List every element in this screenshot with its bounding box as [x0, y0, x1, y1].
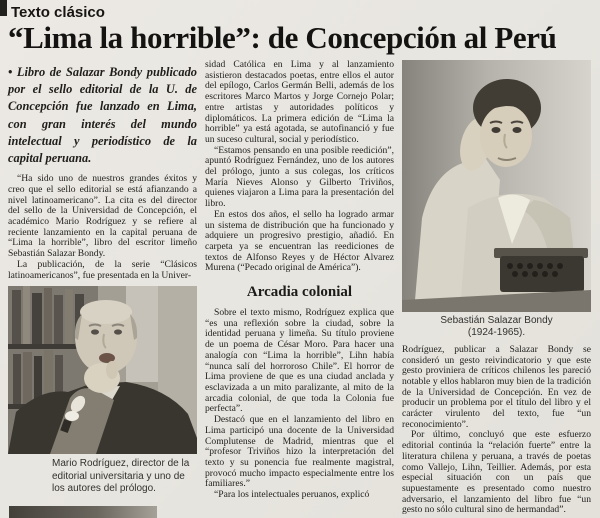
photo-caption-line: Sebastián Salazar Bondy — [440, 315, 553, 326]
body-paragraph: Sobre el texto mismo, Rodríguez explica que “es una reflexión sobre la ciudad, sobre la identidad peruana y limeña. Su título proviene de un poema de César Moro. Para hacer una analogía con “Lima la horrible”, Lihn había “nunca salí del horroroso Chile”. El horror de Lima proviene de que es una ciudad anclada y esclavizada a un mito paralizante, al mito de la arcadia colonial, de que toda la Colonia fue perfecta”. — [205, 307, 394, 415]
body-paragraph: “Para los intelectuales peruanos, explicó — [214, 489, 370, 501]
column-middle — [205, 60, 394, 516]
body-paragraph: La publicación, de la serie “Clásicos latinoamericanos”, fue presentada en la Univer- — [8, 258, 197, 281]
body-paragraph: Por último, concluyó que este esfuerzo editorial continúa la “relación fuerte” entre la literatura chilena y peruana, a través de poetas como Vallejo, Lihn, Teillier. Además, por esta especial situación con un país que supuestamente es presentado como nuestro adversario, el lanzamiento del libro fue “un gesto no sólo cultural sino de hermandad”. — [402, 429, 591, 516]
body-paragraph: “Estamos pensando en una posible reedición”, apuntó Rodríguez Fernández, uno de los autores del prólogo, junto a sus colegas, los críticos María Nieves Alonso y Gilberto Triviños, quienes viajaron a Lima para la presentación del libro. — [205, 144, 394, 210]
column-left — [8, 60, 197, 516]
section-kicker: Texto clásico — [11, 4, 105, 21]
section-subhead: Arcadia colonial — [246, 284, 353, 301]
body-paragraph: Destacó que en el lanzamiento del libro en Lima participó una docente de la Universidad Complutense de Madrid, mientras que el “profesor Triviños hizo la interpretación del texto y su ponencia fue realmente magistral, provocó mucho impacto especialmente entre los familiares.” — [205, 414, 394, 490]
body-paragraph: “Ha sido uno de nuestros grandes éxitos y creo que el sello editorial se está afianzando a nivel latinoamericano”. La cita es del director del sello de la Universidad de Concepción, el académico Mario Rodríguez y se refiere al reciente lanzamiento en la capital peruana de “Lima la horrible”, libro del escritor limeño Sebastián Salazar Bondy. — [8, 173, 197, 260]
body-paragraph: En estos dos años, el sello ha logrado armar un sistema de distribución que ha funcionado y adquiere un progresivo prestigio, añadió. En carpeta ya se encuentran las reediciones de textos de Alfonso Reyes y de Héctor Alvarez Murena (“Pecado original de América”). — [205, 208, 394, 274]
photo-caption-mario: Mario Rodríguez, director de la editorial universitaria y uno de los autores del prólogo. — [52, 458, 190, 495]
column-right — [402, 60, 591, 516]
photo-salazar-bondy-image — [402, 60, 591, 312]
photo-caption-salazar — [402, 315, 591, 340]
photo-salazar-bondy — [402, 60, 591, 312]
photo-mario-rodriguez-image — [8, 286, 197, 454]
body-paragraph: Rodríguez, publicar a Salazar Bondy se consideró un gesto reivindicatorio y que este gesto proviniera de críticos chilenos les pareció notable y ellos hablaron muy bien de la tradición de la Universidad de Concepción. En vez de producir un problema por el título del libro y el carácter virulento del texto, fue “un reconocimiento”. — [402, 343, 591, 430]
photo-caption-line: (1924-1965). — [467, 327, 526, 339]
lead-paragraph: • Libro de Salazar Bondy publicado por el sello editorial de la U. de Concepción fue lanzado en Lima, con gran interés del mundo intelectual y periodístico de la capital peruana. — [8, 65, 197, 166]
body-paragraph: sidad Católica en Lima y al lanzamiento asistieron destacados poetas, entre ellos el autor del epílogo, Carlos Germán Belli, además de los escritores Marco Martos y Jorge Cornejo Polar; entre artistas y autoridades políticos y diplomáticos. La primera edición de “Lima la horrible” ya está agotada, se autofinanció y fue un suceso cultural, social y periodístico. — [205, 59, 394, 145]
scan-artifact-top — [0, 0, 7, 16]
article-headline: “Lima la horrible”: de Concepción al Perú — [8, 20, 557, 55]
photo-mario-rodriguez — [8, 286, 197, 454]
article-columns — [8, 60, 592, 516]
